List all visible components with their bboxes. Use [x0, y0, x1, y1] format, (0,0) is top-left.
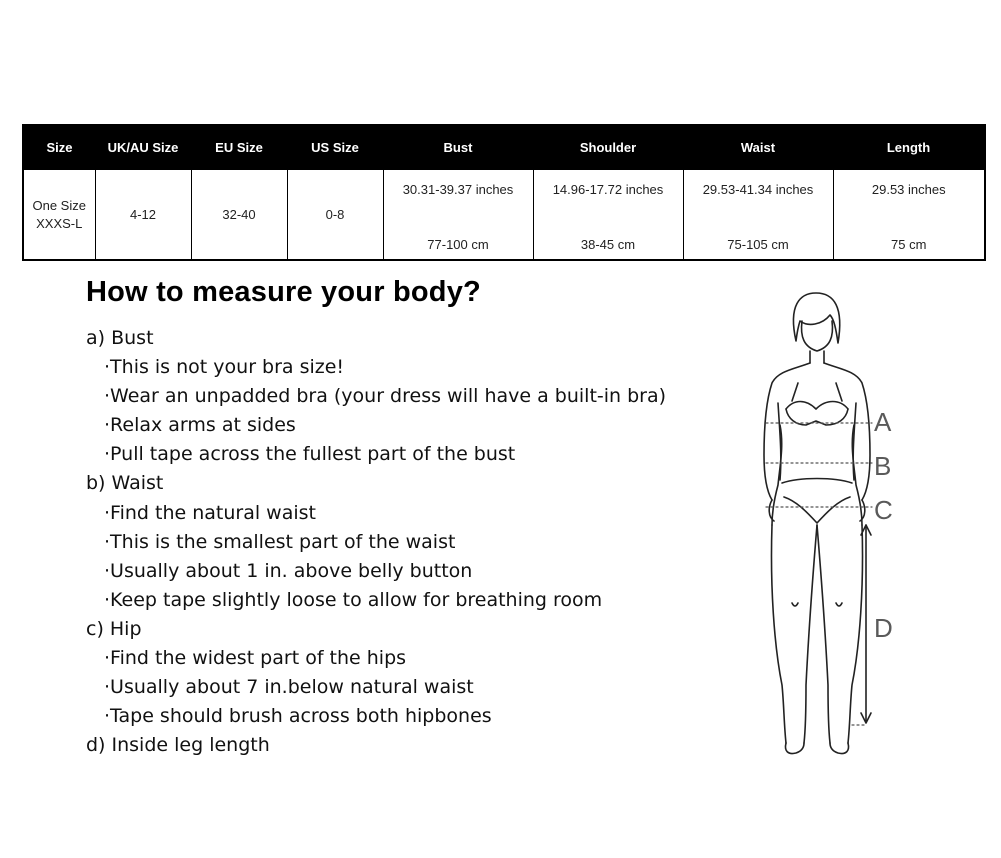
- list-item: ·Usually about 1 in. above belly button: [104, 559, 473, 582]
- shoulder-cm: 38-45 cm: [580, 236, 636, 252]
- list-item: ·Pull tape across the fullest part of the bust: [104, 443, 516, 466]
- measure-guide: [86, 324, 726, 760]
- list-item: ·Find the natural waist: [104, 501, 316, 524]
- cell-bust: [383, 170, 533, 261]
- size-line-1: One Size: [32, 197, 86, 213]
- list-item: ·This is not your bra size!: [104, 356, 345, 379]
- header-size: Size: [23, 125, 95, 170]
- list-item: ·This is the smallest part of the waist: [104, 530, 456, 553]
- waist-inches: 29.53-41.34 inches: [702, 181, 814, 197]
- length-cm: 75 cm: [891, 236, 927, 252]
- header-length: Length: [833, 125, 985, 170]
- length-inches: 29.53 inches: [871, 181, 946, 197]
- cell-length: [833, 170, 985, 261]
- header-shoulder: Shoulder: [533, 125, 683, 170]
- header-eu-size: EU Size: [191, 125, 287, 170]
- list-item: ·Relax arms at sides: [104, 414, 296, 437]
- waist-cm: 75-105 cm: [727, 236, 789, 252]
- list-item: ·Find the widest part of the hips: [104, 647, 407, 670]
- body-outline-icon: [740, 285, 920, 765]
- section-heading: d) Inside leg length: [86, 734, 270, 757]
- cell-uk-au: 4-12: [95, 170, 191, 261]
- section-heading: c) Hip: [86, 617, 142, 640]
- list-item: ·Usually about 7 in.below natural waist: [104, 676, 474, 699]
- bust-cm: 77-100 cm: [427, 236, 489, 252]
- list-item: ·Tape should brush across both hipbones: [104, 705, 492, 728]
- label-c: C: [874, 495, 893, 525]
- guide-title: How to measure your body?: [86, 276, 481, 308]
- header-bust: Bust: [383, 125, 533, 170]
- section-heading: a) Bust: [86, 327, 154, 349]
- section-heading: b) Waist: [86, 472, 164, 495]
- header-us-size: US Size: [287, 125, 383, 170]
- body-figure: [740, 285, 920, 765]
- cell-size: [23, 170, 95, 261]
- list-item: ·Wear an unpadded bra (your dress will have a built-in bra): [104, 385, 667, 408]
- label-b: B: [874, 451, 892, 481]
- table-row: [23, 170, 985, 261]
- list-item: ·Keep tape slightly loose to allow for breathing room: [104, 588, 603, 611]
- label-a: A: [874, 407, 892, 437]
- cell-shoulder: [533, 170, 683, 261]
- cell-waist: [683, 170, 833, 261]
- header-uk-au-size: UK/AU Size: [95, 125, 191, 170]
- label-d: D: [874, 613, 893, 643]
- size-table-header: [23, 125, 985, 170]
- size-table: [22, 124, 986, 261]
- shoulder-inches: 14.96-17.72 inches: [552, 181, 664, 197]
- bust-inches: 30.31-39.37 inches: [402, 181, 514, 197]
- header-waist: Waist: [683, 125, 833, 170]
- cell-eu: 32-40: [191, 170, 287, 261]
- cell-us: 0-8: [287, 170, 383, 261]
- size-line-2: XXXS-L: [36, 215, 83, 231]
